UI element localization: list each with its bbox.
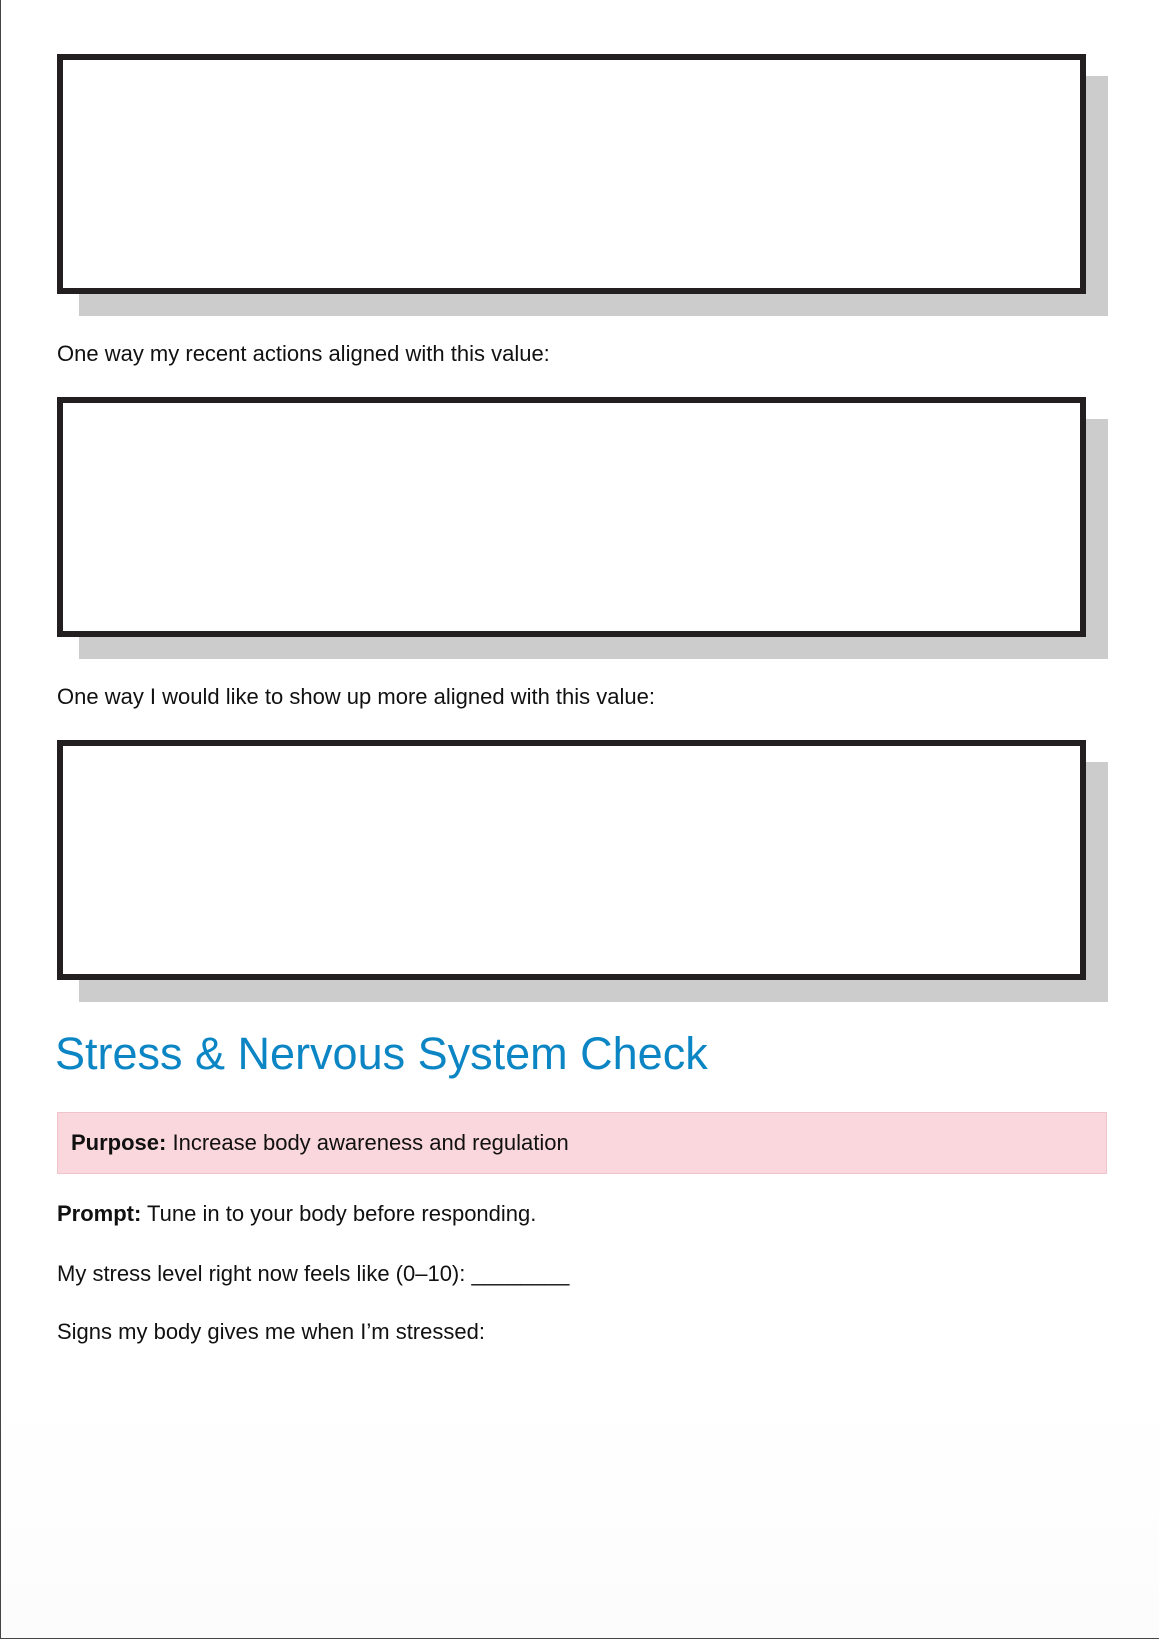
prompt-line	[57, 1200, 536, 1228]
purpose-label: Purpose:	[71, 1130, 167, 1155]
purpose-callout	[57, 1112, 1107, 1174]
answer-box-recent-actions[interactable]	[57, 397, 1086, 637]
stress-level-question: My stress level right now feels like (0–10): ________	[57, 1261, 570, 1286]
section-title: Stress & Nervous System Check	[55, 1028, 708, 1079]
body-signs-question: Signs my body gives me when I’m stressed:	[57, 1319, 485, 1344]
prompt-text: Tune in to your body before responding.	[147, 1201, 537, 1226]
prompt-label: Prompt:	[57, 1201, 142, 1226]
answer-box-show-up-more[interactable]	[57, 740, 1086, 980]
prompt-recent-actions: One way my recent actions aligned with this value:	[57, 341, 550, 366]
answer-box-1[interactable]	[57, 54, 1086, 294]
prompt-show-up-more: One way I would like to show up more aligned with this value:	[57, 684, 655, 709]
purpose-text: Increase body awareness and regulation	[172, 1130, 569, 1155]
